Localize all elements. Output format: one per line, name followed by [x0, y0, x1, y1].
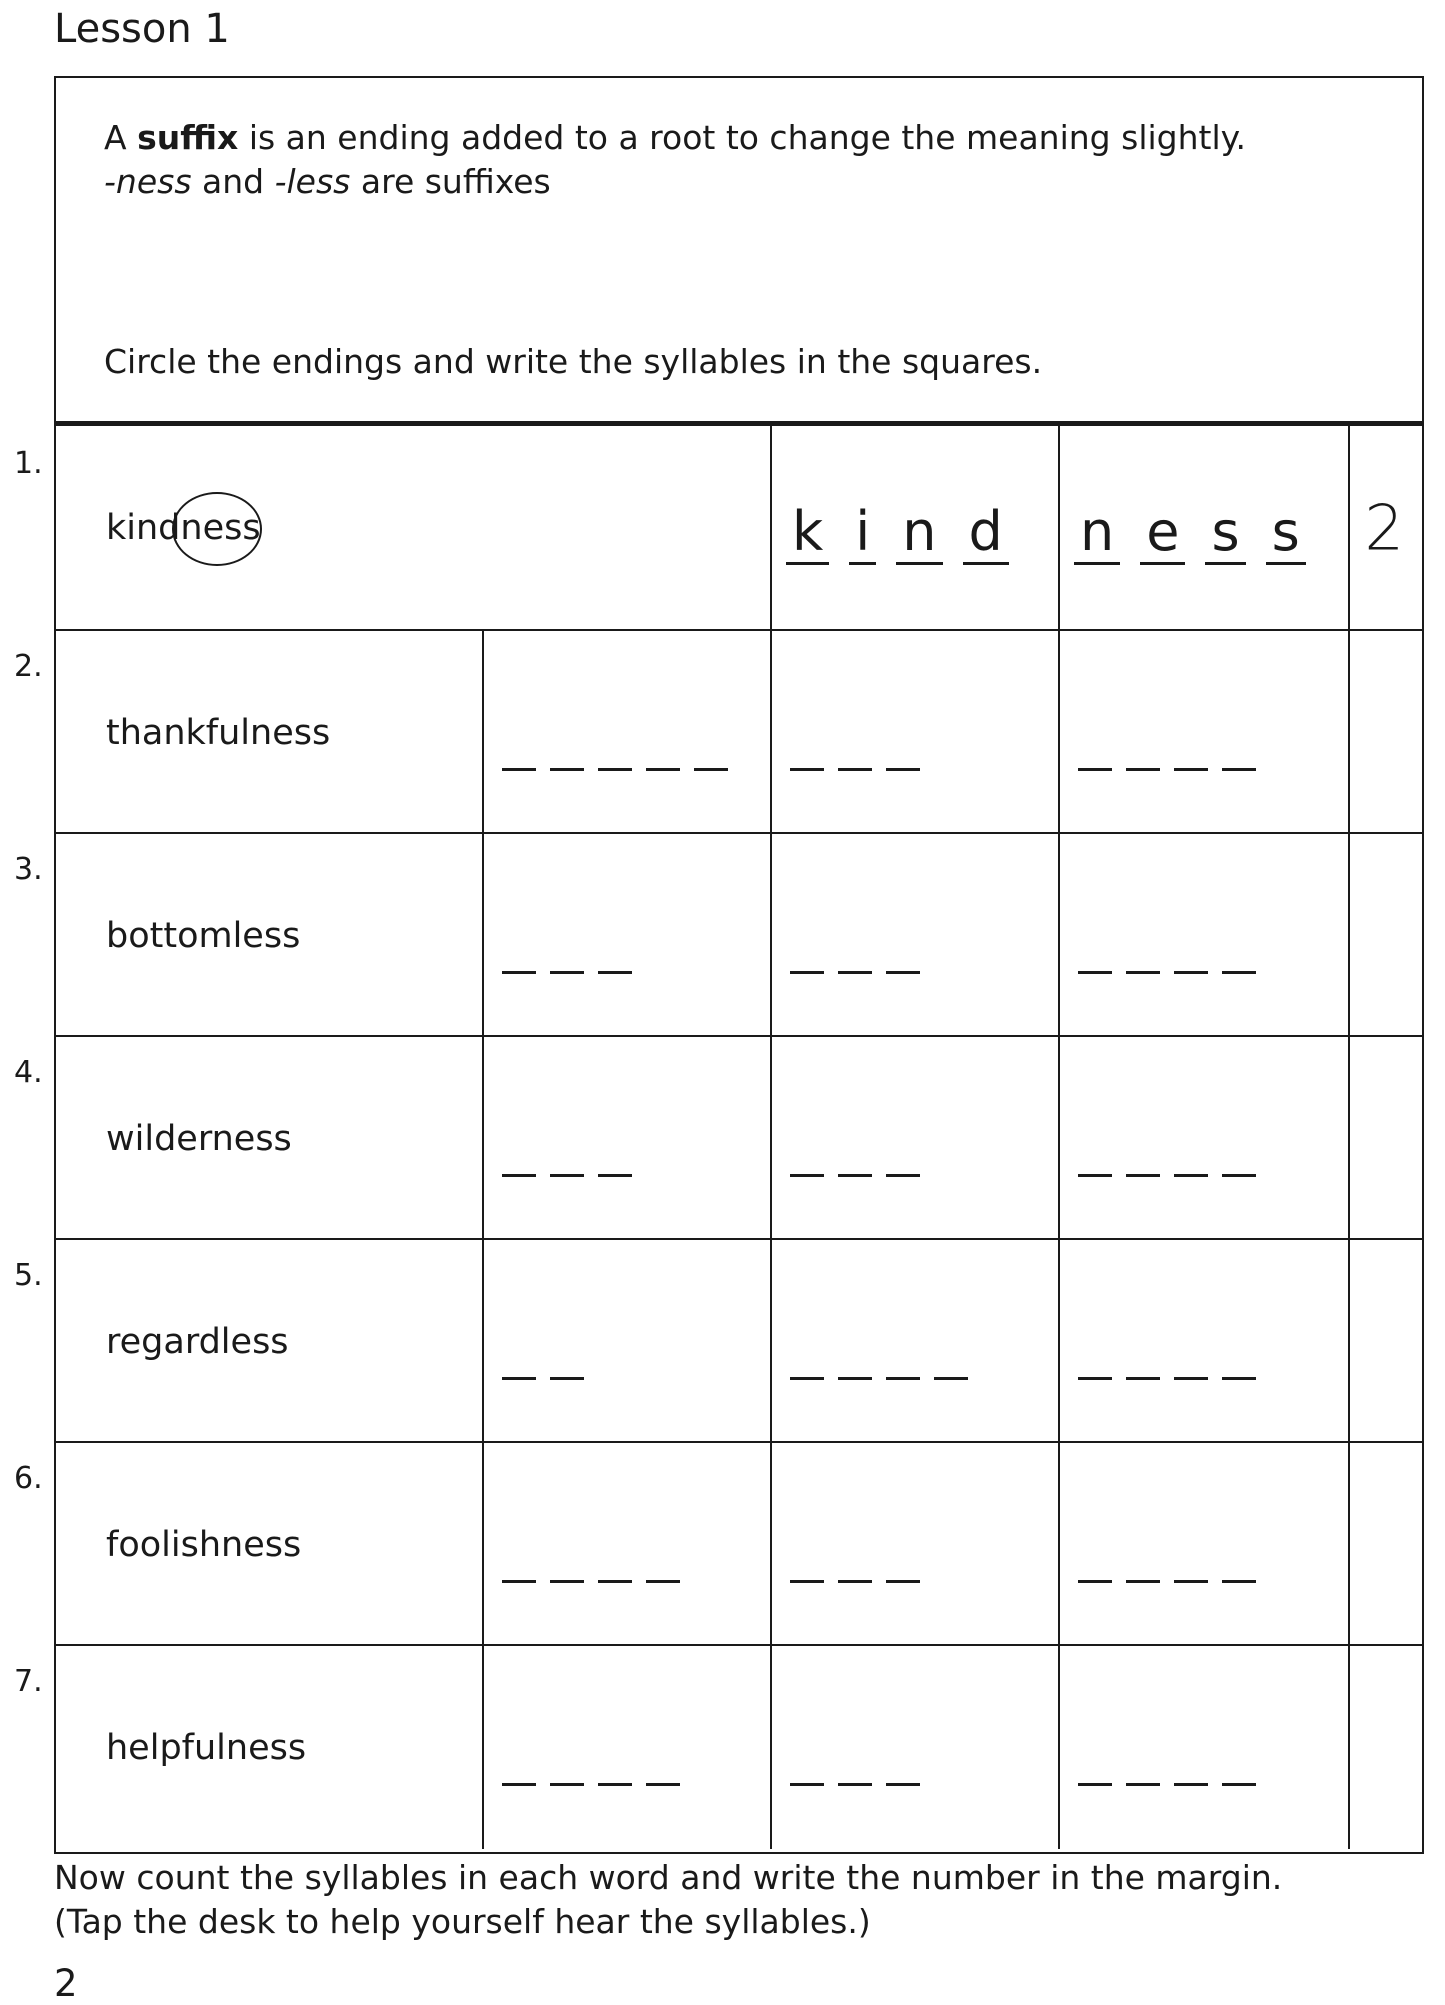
letter-blank	[790, 1580, 824, 1583]
word: bottomless	[106, 916, 301, 956]
letter-blank	[790, 1783, 824, 1786]
letter-blank	[1222, 1783, 1256, 1786]
column-divider	[482, 1443, 484, 1646]
syllable-blank[interactable]	[502, 1783, 680, 1786]
letter-blank	[838, 971, 872, 974]
letter-blank	[886, 1783, 920, 1786]
syllable-blank[interactable]	[502, 768, 728, 771]
letter-blank	[886, 768, 920, 771]
letter-blank	[1126, 1377, 1160, 1380]
letter-blank	[598, 1580, 632, 1583]
letter-blank	[1126, 1174, 1160, 1177]
word: helpfulness	[106, 1728, 307, 1768]
letter-blank	[790, 768, 824, 771]
letter-blank	[550, 1580, 584, 1583]
instruction: Circle the endings and write the syllables in the squares.	[104, 342, 1043, 381]
syllable-blank[interactable]	[502, 971, 632, 974]
syllable-count-box[interactable]	[1350, 1646, 1422, 1849]
syllable-count-box[interactable]	[1350, 1443, 1422, 1646]
word-row	[56, 1035, 1422, 1240]
definition-term: suffix	[137, 118, 239, 157]
column-divider	[482, 1037, 484, 1240]
letter-blank	[838, 1783, 872, 1786]
letter-blank	[598, 768, 632, 771]
word: regardless	[106, 1322, 289, 1362]
intro-box	[54, 76, 1424, 426]
column-divider	[1058, 834, 1060, 1037]
letter-blank	[1078, 1377, 1112, 1380]
footer-instruction: Now count the syllables in each word and write the number in the margin.	[54, 1858, 1283, 1897]
column-divider	[482, 1240, 484, 1443]
letter-blank	[502, 1174, 536, 1177]
syllable-blank[interactable]	[790, 1174, 920, 1177]
letter-blank	[1222, 971, 1256, 974]
letter-blank	[1078, 768, 1112, 771]
handwritten-letter: n	[1074, 502, 1120, 565]
letter-blank	[502, 1783, 536, 1786]
letter-blank	[886, 971, 920, 974]
syllable-blank[interactable]	[1078, 971, 1256, 974]
handwritten-letter: d	[963, 502, 1009, 565]
syllable-count-box[interactable]	[1350, 631, 1422, 834]
syllable-blank[interactable]	[502, 1377, 584, 1380]
letter-blank	[1078, 971, 1112, 974]
syllable-blank[interactable]	[1078, 1783, 1256, 1786]
row-number: 5.	[14, 1258, 43, 1293]
definition-text: is an ending added to a root to change the meaning slightly.	[248, 118, 1246, 157]
syllable-blank[interactable]	[502, 1580, 680, 1583]
letter-blank	[502, 971, 536, 974]
column-divider	[770, 631, 772, 834]
letter-blank	[598, 1783, 632, 1786]
letter-blank	[1078, 1174, 1112, 1177]
circle-mark	[172, 492, 262, 566]
column-divider	[770, 1443, 772, 1646]
example-row	[56, 426, 1422, 629]
letter-blank	[838, 768, 872, 771]
suffix-less: -less	[274, 162, 351, 201]
letter-blank	[1126, 768, 1160, 771]
syllable-blank[interactable]	[790, 1377, 968, 1380]
letter-blank	[1174, 768, 1208, 771]
letter-blank	[1174, 1174, 1208, 1177]
letter-blank	[598, 971, 632, 974]
syllable-blank[interactable]	[790, 1783, 920, 1786]
letter-blank	[550, 971, 584, 974]
word: thankfulness	[106, 713, 331, 753]
handwritten-letter: k	[786, 502, 829, 565]
column-divider	[770, 426, 772, 629]
syllable-blank[interactable]	[790, 1580, 920, 1583]
column-divider	[770, 1037, 772, 1240]
row-number: 2.	[14, 649, 43, 684]
letter-blank	[1078, 1580, 1112, 1583]
handwritten-letter: s	[1205, 502, 1245, 565]
row-number: 7.	[14, 1664, 43, 1699]
circled-ending	[180, 508, 260, 548]
letter-blank	[790, 1377, 824, 1380]
row-number: 3.	[14, 852, 43, 887]
letter-blank	[790, 1174, 824, 1177]
suffix-examples	[104, 162, 551, 201]
letter-blank	[838, 1377, 872, 1380]
letter-blank	[646, 1580, 680, 1583]
letter-blank	[1174, 1377, 1208, 1380]
letter-blank	[694, 768, 728, 771]
letter-blank	[886, 1174, 920, 1177]
syllable-blank[interactable]	[1078, 1174, 1256, 1177]
letter-blank	[886, 1580, 920, 1583]
suffix-definition	[104, 118, 1246, 157]
page-number: 2	[54, 1962, 78, 2005]
letter-blank	[1078, 1783, 1112, 1786]
syllable-blank[interactable]	[502, 1174, 632, 1177]
and-text: and	[202, 162, 265, 201]
word-row	[56, 1238, 1422, 1443]
letter-blank	[550, 768, 584, 771]
letter-blank	[1222, 768, 1256, 771]
are-suffixes-text: are suffixes	[360, 162, 551, 201]
word-row	[56, 832, 1422, 1037]
column-divider	[1058, 426, 1060, 629]
column-divider	[482, 1646, 484, 1849]
word-row	[56, 1441, 1422, 1646]
syllable-count-box[interactable]	[1350, 1037, 1422, 1240]
lesson-title: Lesson 1	[54, 6, 230, 52]
letter-blank	[886, 1377, 920, 1380]
letter-blank	[1126, 1783, 1160, 1786]
example-root: kind	[106, 508, 181, 548]
column-divider	[770, 1646, 772, 1849]
letter-blank	[1222, 1174, 1256, 1177]
handwritten-letter: n	[896, 502, 942, 565]
letter-blank	[550, 1783, 584, 1786]
letter-blank	[1126, 971, 1160, 974]
letter-blank	[838, 1580, 872, 1583]
suffix-ness: -ness	[104, 162, 192, 201]
letter-blank	[502, 1580, 536, 1583]
syllable-blank[interactable]	[1078, 1377, 1256, 1380]
handwritten-letter: s	[1266, 502, 1306, 565]
handwritten-letter: i	[849, 502, 876, 565]
letter-blank	[1126, 1580, 1160, 1583]
column-divider	[1058, 1443, 1060, 1646]
letter-blank	[598, 1174, 632, 1177]
word: foolishness	[106, 1525, 302, 1565]
column-divider	[1058, 631, 1060, 834]
column-divider	[1058, 1646, 1060, 1849]
word-row	[56, 629, 1422, 834]
syllable-count-box[interactable]	[1350, 834, 1422, 1037]
letter-blank	[646, 1783, 680, 1786]
letter-blank	[502, 1377, 536, 1380]
word-row	[56, 1644, 1422, 1849]
letter-blank	[1174, 1783, 1208, 1786]
letter-blank	[646, 768, 680, 771]
row-number: 4.	[14, 1055, 43, 1090]
row-number: 1.	[14, 446, 43, 481]
footer-hint: (Tap the desk to help yourself hear the syllables.)	[54, 1902, 871, 1941]
column-divider	[1058, 1037, 1060, 1240]
syllable-blank[interactable]	[790, 971, 920, 974]
definition-prefix: A	[104, 118, 127, 157]
letter-blank	[838, 1174, 872, 1177]
syllable-ness	[1074, 502, 1306, 565]
row-number: 6.	[14, 1461, 43, 1496]
column-divider	[770, 834, 772, 1037]
letter-blank	[1174, 971, 1208, 974]
example-word	[106, 508, 261, 548]
example-ending: ness	[180, 508, 261, 548]
column-divider	[482, 631, 484, 834]
syllable-kind	[786, 502, 1009, 565]
letter-blank	[1222, 1580, 1256, 1583]
syllable-count: 2	[1364, 491, 1404, 565]
column-divider	[1348, 426, 1350, 629]
handwritten-letter: e	[1140, 502, 1185, 565]
letter-blank	[1174, 1580, 1208, 1583]
letter-blank	[790, 971, 824, 974]
syllable-count-box[interactable]	[1350, 1240, 1422, 1443]
letter-blank	[502, 768, 536, 771]
column-divider	[770, 1240, 772, 1443]
syllable-table	[54, 426, 1424, 1854]
letter-blank	[1222, 1377, 1256, 1380]
column-divider	[1058, 1240, 1060, 1443]
word: wilderness	[106, 1119, 292, 1159]
syllable-blank[interactable]	[790, 768, 920, 771]
letter-blank	[550, 1174, 584, 1177]
syllable-blank[interactable]	[1078, 768, 1256, 771]
syllable-blank[interactable]	[1078, 1580, 1256, 1583]
letter-blank	[550, 1377, 584, 1380]
letter-blank	[934, 1377, 968, 1380]
column-divider	[482, 834, 484, 1037]
